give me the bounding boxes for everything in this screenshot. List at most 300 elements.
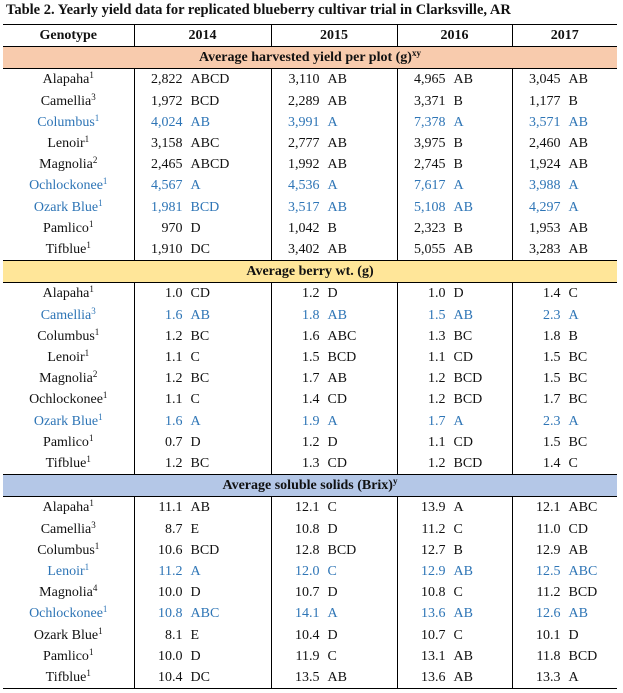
value-cell — [397, 239, 512, 261]
significance-letters: D — [568, 627, 579, 643]
value-number: 3,571 — [529, 114, 561, 130]
genotype-cell — [3, 432, 134, 453]
value-cell — [271, 305, 397, 326]
value-cell — [134, 69, 271, 91]
genotype-footnote: 2 — [92, 155, 98, 166]
value-number: 11.2 — [158, 564, 183, 580]
genotype-name: Magnolia — [39, 157, 93, 173]
genotype-footnote: 1 — [88, 432, 94, 443]
value-cell — [271, 133, 397, 154]
value-number: 1.5 — [302, 350, 320, 366]
value-cell — [271, 453, 397, 475]
value-number: 3,371 — [414, 93, 446, 109]
value-number: 1.6 — [302, 328, 320, 344]
value-cell — [512, 432, 617, 453]
genotype-name: Lenoir — [47, 350, 85, 366]
value-cell — [271, 540, 397, 561]
genotype-cell — [3, 453, 134, 475]
section-heading-footnote: y — [392, 476, 398, 487]
table-row — [3, 218, 617, 239]
significance-letters: C — [190, 350, 200, 366]
genotype-footnote: 1 — [94, 326, 100, 337]
value-cell — [512, 69, 617, 91]
value-cell — [271, 561, 397, 582]
genotype-cell — [3, 582, 134, 603]
value-cell — [134, 582, 271, 603]
significance-letters: CD — [453, 434, 473, 450]
value-cell — [512, 582, 617, 603]
value-number: 13.6 — [421, 670, 446, 686]
significance-letters: ABC — [190, 606, 220, 622]
value-number: 11.2 — [421, 521, 446, 537]
value-cell — [512, 453, 617, 475]
value-number: 3,045 — [529, 72, 561, 88]
significance-letters: C — [568, 286, 578, 302]
value-cell — [134, 347, 271, 368]
value-number: 1.1 — [165, 350, 183, 366]
value-cell — [397, 432, 512, 453]
value-cell — [134, 540, 271, 561]
significance-letters: CD — [453, 350, 473, 366]
value-cell — [397, 218, 512, 239]
value-cell — [134, 411, 271, 432]
significance-letters: A — [568, 307, 579, 323]
value-cell — [512, 91, 617, 112]
value-number: 1,953 — [529, 220, 561, 236]
value-number: 1.6 — [165, 307, 183, 323]
value-number: 2,323 — [414, 220, 446, 236]
table-row — [3, 603, 617, 624]
section-header-row — [3, 47, 617, 69]
genotype-name: Alapaha — [42, 500, 90, 516]
value-cell — [271, 603, 397, 624]
section-heading — [3, 261, 617, 283]
value-number: 10.7 — [421, 627, 446, 643]
column-header-2017: 2017 — [512, 25, 617, 47]
significance-letters: BCD — [327, 542, 357, 558]
genotype-name: Camellia — [40, 307, 92, 323]
genotype-name: Lenoir — [47, 564, 85, 580]
genotype-name: Magnolia — [39, 585, 93, 601]
significance-letters: D — [453, 286, 464, 302]
genotype-footnote: 1 — [88, 646, 94, 657]
significance-letters: A — [327, 178, 338, 194]
value-cell — [134, 112, 271, 133]
table-row — [3, 497, 617, 519]
value-number: 1.2 — [302, 286, 320, 302]
significance-letters: AB — [327, 72, 347, 88]
significance-letters: B — [568, 328, 578, 344]
significance-letters: ABCD — [190, 72, 230, 88]
significance-letters: BCD — [453, 456, 483, 472]
value-cell — [397, 603, 512, 624]
value-cell — [512, 519, 617, 540]
significance-letters: BC — [453, 328, 473, 344]
significance-letters: E — [190, 627, 200, 643]
table-row — [3, 197, 617, 218]
value-number: 2,745 — [414, 157, 446, 173]
value-cell — [134, 218, 271, 239]
significance-letters: AB — [568, 542, 588, 558]
genotype-name: Columbus — [37, 542, 95, 558]
value-cell — [512, 112, 617, 133]
genotype-cell — [3, 603, 134, 624]
significance-letters: E — [190, 521, 200, 537]
genotype-footnote: 3 — [91, 305, 96, 316]
value-cell — [271, 326, 397, 347]
value-cell — [512, 603, 617, 624]
genotype-name: Ozark Blue — [33, 627, 99, 643]
section-heading-text: Average berry wt. (g) — [246, 264, 374, 280]
genotype-cell — [3, 540, 134, 561]
significance-letters: AB — [327, 199, 347, 215]
value-cell — [512, 283, 617, 305]
value-number: 12.1 — [295, 500, 320, 516]
value-cell — [397, 305, 512, 326]
value-number: 3,402 — [288, 242, 320, 258]
table-row — [3, 389, 617, 410]
value-number: 13.1 — [421, 648, 446, 664]
genotype-footnote: 2 — [92, 369, 98, 380]
value-number: 3,517 — [288, 199, 320, 215]
significance-letters: DC — [190, 242, 210, 258]
value-number: 4,536 — [288, 178, 320, 194]
value-number: 1,981 — [151, 199, 183, 215]
value-cell — [397, 519, 512, 540]
significance-letters: A — [453, 178, 464, 194]
value-cell — [397, 667, 512, 689]
significance-letters: CD — [327, 392, 347, 408]
value-cell — [271, 667, 397, 689]
value-number: 2.3 — [543, 307, 561, 323]
significance-letters: ABC — [190, 136, 220, 152]
table-row — [3, 239, 617, 261]
value-number: 3,988 — [529, 178, 561, 194]
genotype-cell — [3, 347, 134, 368]
significance-letters: B — [453, 93, 463, 109]
value-number: 5,055 — [414, 242, 446, 258]
significance-letters: C — [327, 648, 337, 664]
table-row — [3, 112, 617, 133]
value-cell — [271, 69, 397, 91]
value-cell — [271, 368, 397, 389]
value-cell — [134, 497, 271, 519]
significance-letters: D — [327, 286, 338, 302]
value-cell — [397, 69, 512, 91]
value-number: 12.5 — [536, 564, 561, 580]
significance-letters: BCD — [190, 199, 220, 215]
value-cell — [512, 625, 617, 646]
value-number: 1,924 — [529, 157, 561, 173]
genotype-footnote: 1 — [98, 197, 103, 208]
genotype-name: Alapaha — [42, 72, 90, 88]
value-cell — [397, 326, 512, 347]
value-number: 970 — [161, 220, 183, 236]
value-cell — [271, 91, 397, 112]
value-cell — [397, 497, 512, 519]
table-title: Table 2. Yearly yield data for replicated blueberry cultivar trial in Clarksville, AR — [6, 2, 511, 18]
significance-letters: AB — [327, 93, 347, 109]
significance-letters: AB — [327, 242, 347, 258]
value-cell — [397, 154, 512, 175]
value-number: 1.3 — [428, 328, 446, 344]
value-cell — [134, 519, 271, 540]
value-number: 13.3 — [536, 670, 561, 686]
value-cell — [134, 432, 271, 453]
value-number: 7,617 — [414, 178, 446, 194]
value-number: 4,024 — [151, 114, 183, 130]
value-number: 3,158 — [151, 136, 183, 152]
value-number: 7,378 — [414, 114, 446, 130]
genotype-cell — [3, 239, 134, 261]
value-cell — [512, 154, 617, 175]
significance-letters: BC — [568, 350, 588, 366]
genotype-name: Tifblue — [45, 670, 87, 686]
value-number: 1.2 — [165, 328, 183, 344]
header-row — [3, 25, 617, 47]
significance-letters: BCD — [327, 350, 357, 366]
value-cell — [397, 582, 512, 603]
value-number: 2,460 — [529, 136, 561, 152]
significance-letters: A — [327, 114, 338, 130]
genotype-footnote: 1 — [86, 454, 91, 465]
value-number: 1.2 — [428, 371, 446, 387]
significance-letters: C — [453, 585, 463, 601]
genotype-footnote: 1 — [94, 540, 100, 551]
significance-letters: ABC — [327, 328, 357, 344]
significance-letters: AB — [568, 606, 588, 622]
value-cell — [512, 305, 617, 326]
value-cell — [134, 91, 271, 112]
significance-letters: AB — [453, 199, 473, 215]
table-row — [3, 91, 617, 112]
genotype-cell — [3, 368, 134, 389]
value-cell — [271, 197, 397, 218]
genotype-cell — [3, 133, 134, 154]
value-number: 5,108 — [414, 199, 446, 215]
significance-letters: D — [327, 585, 338, 601]
value-number: 1.8 — [302, 307, 320, 323]
significance-letters: AB — [453, 564, 473, 580]
significance-letters: B — [327, 220, 337, 236]
genotype-footnote: 1 — [102, 604, 108, 615]
table-row — [3, 283, 617, 305]
significance-letters: AB — [327, 307, 347, 323]
value-cell — [134, 453, 271, 475]
value-cell — [271, 411, 397, 432]
value-number: 1,910 — [151, 242, 183, 258]
value-number: 10.7 — [295, 585, 320, 601]
value-cell — [397, 625, 512, 646]
value-cell — [271, 582, 397, 603]
genotype-footnote: 1 — [84, 348, 90, 359]
value-number: 0.7 — [165, 434, 183, 450]
table-row — [3, 540, 617, 561]
value-cell — [512, 540, 617, 561]
significance-letters: CD — [568, 521, 588, 537]
value-number: 10.0 — [158, 585, 183, 601]
value-number: 1.7 — [302, 371, 320, 387]
genotype-name: Ochlockonee — [29, 178, 103, 194]
significance-letters: BCD — [453, 392, 483, 408]
value-number: 13.9 — [421, 500, 446, 516]
value-number: 1,972 — [151, 93, 183, 109]
significance-letters: AB — [453, 606, 473, 622]
genotype-name: Ozark Blue — [33, 199, 99, 215]
value-number: 12.0 — [295, 564, 320, 580]
significance-letters: AB — [568, 72, 588, 88]
value-cell — [271, 347, 397, 368]
table-row — [3, 561, 617, 582]
value-cell — [512, 667, 617, 689]
value-number: 1.4 — [543, 456, 561, 472]
value-cell — [397, 347, 512, 368]
column-header-2015: 2015 — [271, 25, 397, 47]
value-number: 1.5 — [428, 307, 446, 323]
value-cell — [512, 218, 617, 239]
significance-letters: A — [453, 114, 464, 130]
significance-letters: B — [453, 220, 463, 236]
significance-letters: A — [327, 606, 338, 622]
genotype-name: Pamlico — [43, 220, 89, 236]
genotype-footnote: 1 — [86, 240, 91, 251]
significance-letters: A — [190, 413, 201, 429]
value-number: 13.5 — [295, 670, 320, 686]
table-row — [3, 625, 617, 646]
significance-letters: AB — [568, 114, 588, 130]
genotype-footnote: 3 — [91, 519, 96, 530]
value-number: 1.4 — [543, 286, 561, 302]
significance-letters: C — [453, 627, 463, 643]
significance-letters: B — [453, 157, 463, 173]
value-number: 1.8 — [543, 328, 561, 344]
value-number: 10.6 — [158, 542, 183, 558]
genotype-footnote: 1 — [102, 176, 108, 187]
significance-letters: BC — [190, 456, 210, 472]
significance-letters: AB — [327, 371, 347, 387]
genotype-footnote: 1 — [89, 284, 94, 295]
value-cell — [134, 326, 271, 347]
significance-letters: A — [453, 500, 464, 516]
genotype-name: Alapaha — [42, 286, 90, 302]
genotype-name: Lenoir — [47, 136, 85, 152]
genotype-footnote: 1 — [98, 625, 103, 636]
table-row — [3, 326, 617, 347]
significance-letters: ABCD — [190, 157, 230, 173]
significance-letters: AB — [453, 72, 473, 88]
value-number: 1.5 — [543, 434, 561, 450]
value-number: 1.7 — [428, 413, 446, 429]
significance-letters: CD — [327, 456, 347, 472]
table-row — [3, 432, 617, 453]
table-row — [3, 305, 617, 326]
table-row — [3, 154, 617, 175]
value-number: 11.9 — [295, 648, 320, 664]
value-cell — [271, 239, 397, 261]
value-cell — [271, 154, 397, 175]
value-number: 10.0 — [158, 648, 183, 664]
table-row — [3, 667, 617, 689]
significance-letters: AB — [453, 670, 473, 686]
value-cell — [397, 133, 512, 154]
genotype-cell — [3, 646, 134, 667]
significance-letters: AB — [327, 136, 347, 152]
significance-letters: ABC — [568, 500, 598, 516]
value-number: 14.1 — [295, 606, 320, 622]
value-number: 1.2 — [428, 392, 446, 408]
value-cell — [134, 197, 271, 218]
value-number: 10.8 — [421, 585, 446, 601]
significance-letters: AB — [190, 500, 210, 516]
genotype-cell — [3, 154, 134, 175]
genotype-cell — [3, 411, 134, 432]
value-cell — [134, 175, 271, 196]
table-row — [3, 411, 617, 432]
genotype-name: Ochlockonee — [29, 392, 103, 408]
significance-letters: BC — [568, 392, 588, 408]
significance-letters: CD — [190, 286, 210, 302]
value-cell — [134, 283, 271, 305]
value-cell — [512, 411, 617, 432]
significance-letters: D — [190, 648, 201, 664]
significance-letters: BC — [190, 328, 210, 344]
value-number: 8.1 — [165, 627, 183, 643]
value-cell — [271, 175, 397, 196]
value-cell — [271, 625, 397, 646]
genotype-cell — [3, 218, 134, 239]
value-number: 11.8 — [536, 648, 561, 664]
value-number: 1.9 — [302, 413, 320, 429]
value-cell — [512, 197, 617, 218]
significance-letters: AB — [327, 670, 347, 686]
significance-letters: A — [190, 564, 201, 580]
significance-letters: BCD — [568, 585, 598, 601]
genotype-cell — [3, 69, 134, 91]
value-number: 4,297 — [529, 199, 561, 215]
significance-letters: AB — [190, 114, 210, 130]
value-cell — [134, 646, 271, 667]
genotype-cell — [3, 389, 134, 410]
value-cell — [397, 175, 512, 196]
significance-letters: B — [453, 542, 463, 558]
significance-letters: A — [568, 178, 579, 194]
value-cell — [134, 561, 271, 582]
value-cell — [134, 133, 271, 154]
significance-letters: A — [568, 199, 579, 215]
genotype-footnote: 3 — [91, 91, 96, 102]
value-cell — [397, 540, 512, 561]
value-cell — [397, 112, 512, 133]
column-header-2016: 2016 — [397, 25, 512, 47]
value-cell — [134, 667, 271, 689]
table-row — [3, 133, 617, 154]
significance-letters: BCD — [453, 371, 483, 387]
value-number: 10.4 — [158, 670, 183, 686]
value-cell — [512, 326, 617, 347]
significance-letters: A — [453, 413, 464, 429]
genotype-cell — [3, 175, 134, 196]
value-number: 2,289 — [288, 93, 320, 109]
value-number: 12.7 — [421, 542, 446, 558]
section-heading-text: Average harvested yield per plot (g) — [199, 50, 412, 66]
significance-letters: AB — [190, 307, 210, 323]
value-number: 1.4 — [302, 392, 320, 408]
value-cell — [512, 347, 617, 368]
genotype-cell — [3, 91, 134, 112]
table-row — [3, 519, 617, 540]
value-cell — [271, 497, 397, 519]
genotype-cell — [3, 305, 134, 326]
